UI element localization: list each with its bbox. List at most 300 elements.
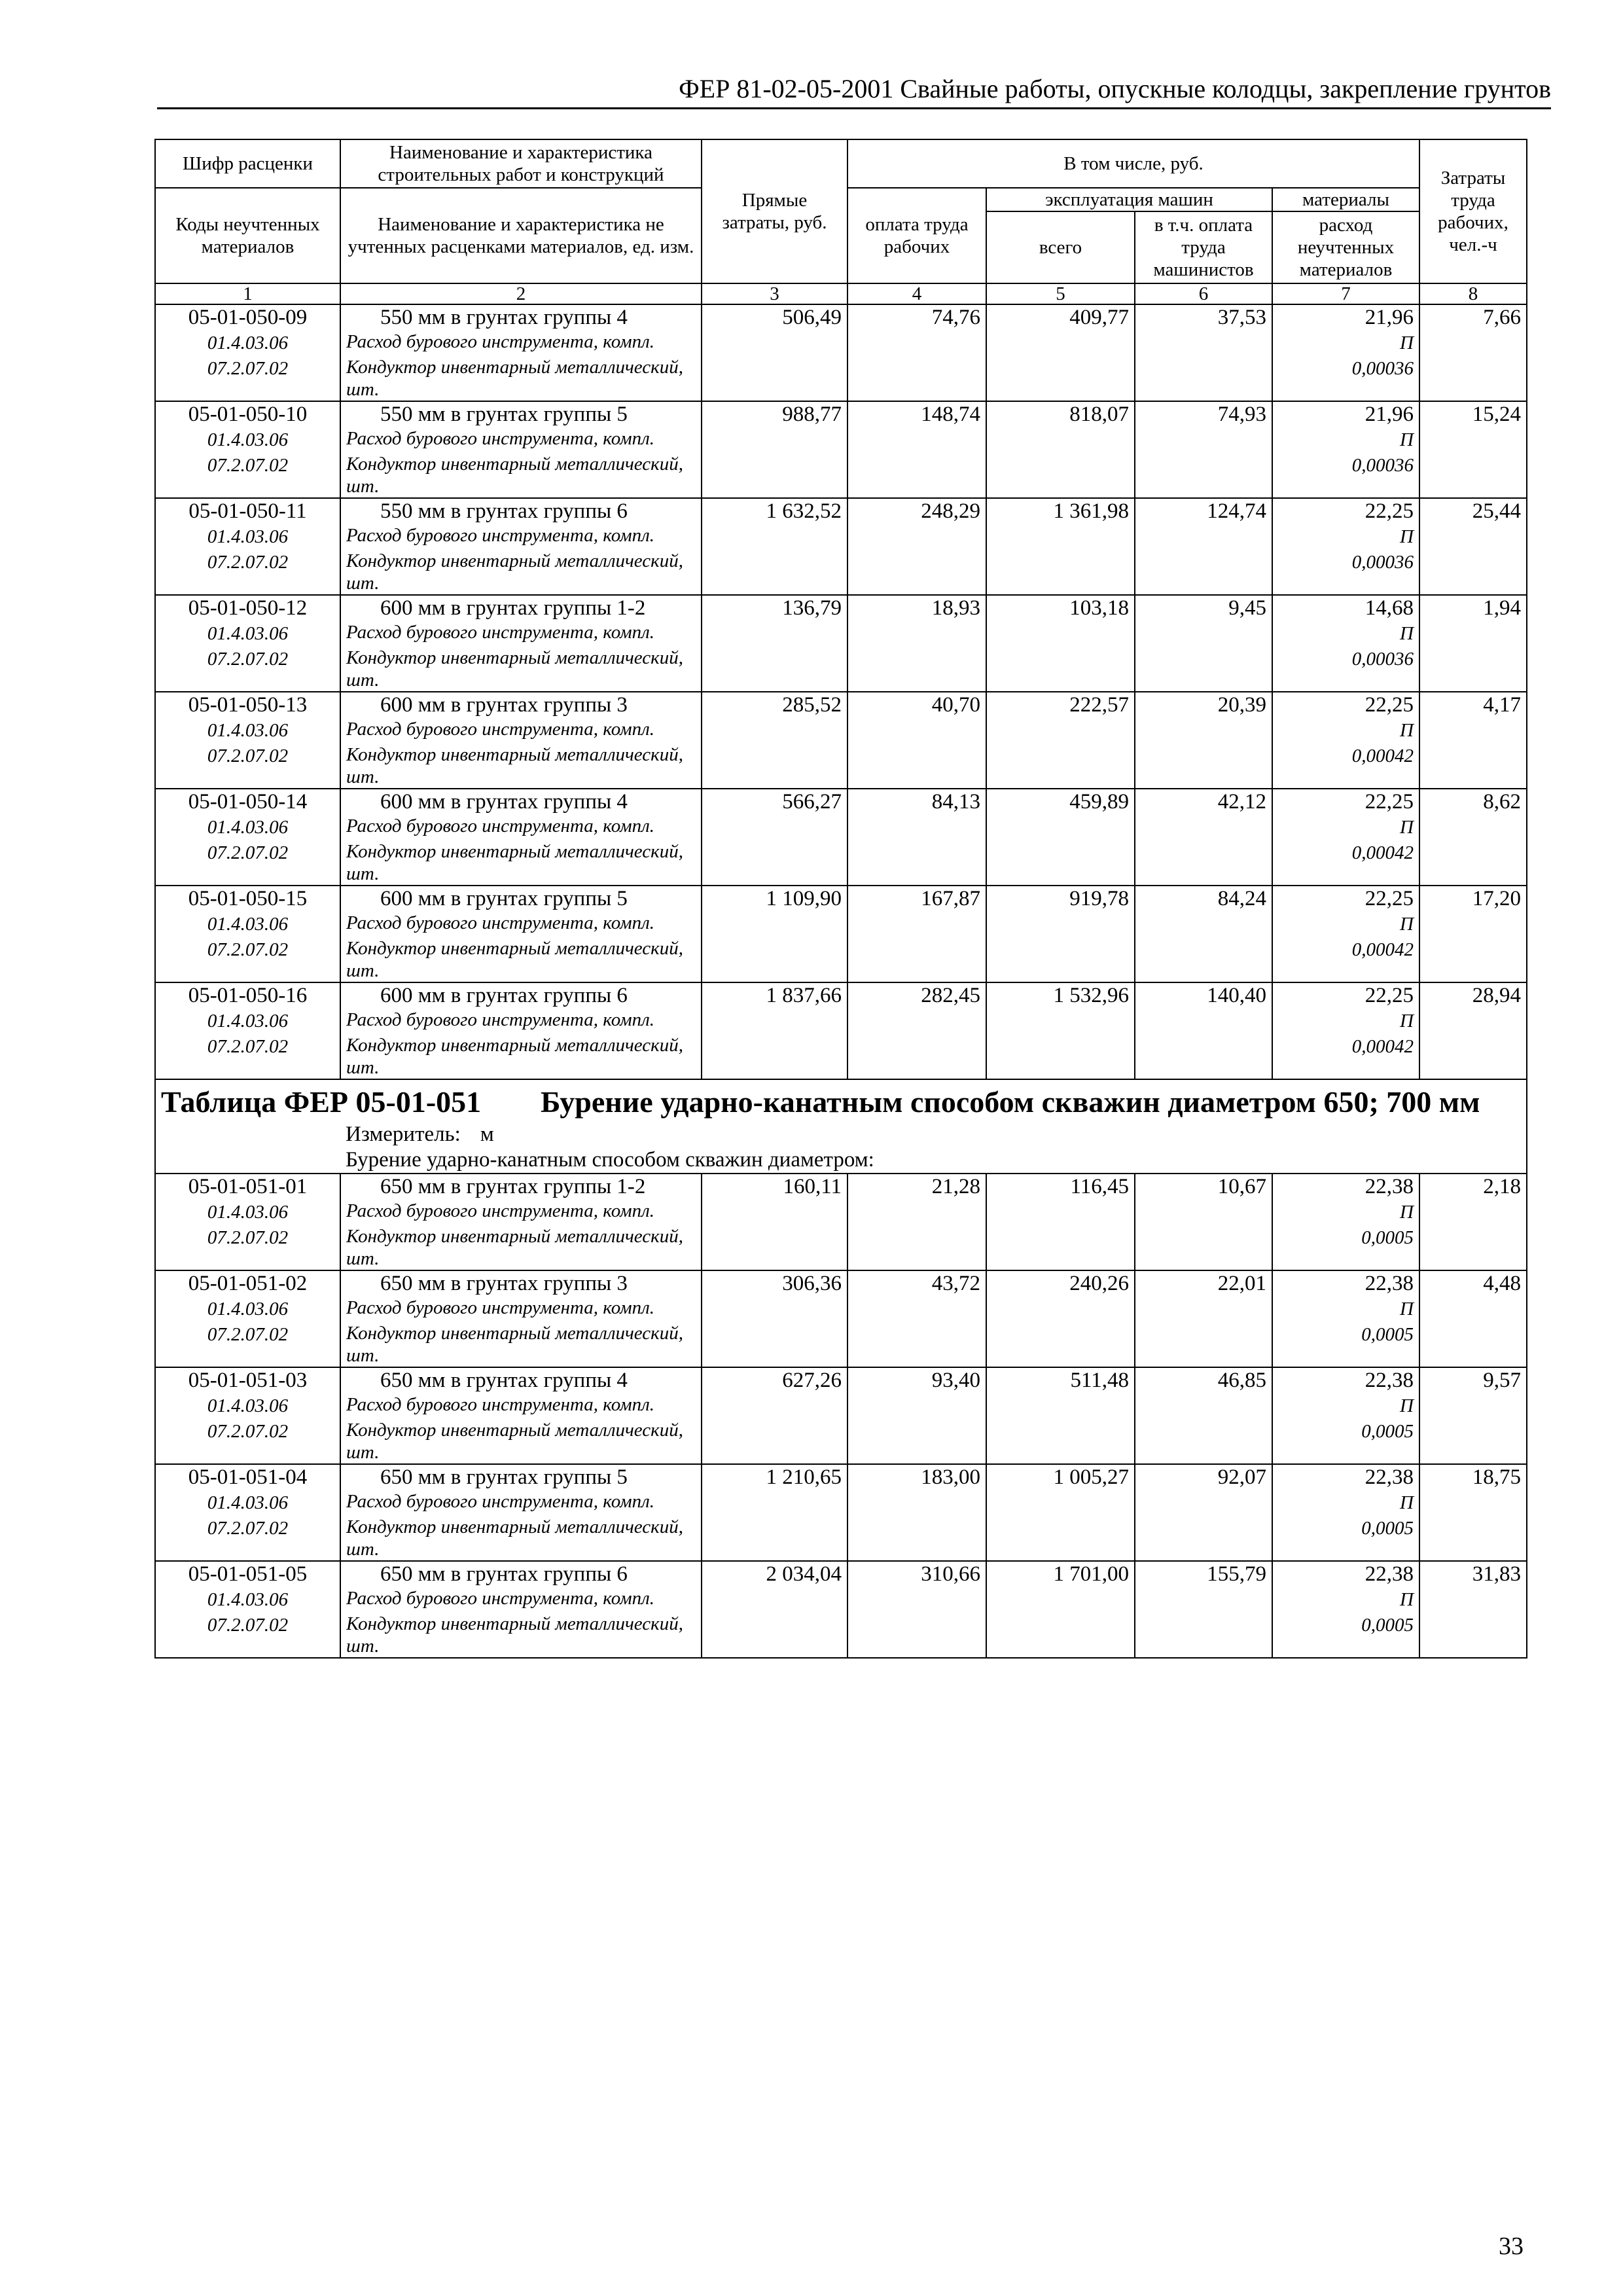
empty-cell bbox=[1419, 937, 1527, 982]
machines-total: 511,48 bbox=[986, 1367, 1135, 1393]
empty-cell bbox=[986, 1393, 1135, 1419]
empty-cell bbox=[702, 744, 847, 789]
empty-cell bbox=[1135, 621, 1272, 647]
empty-cell bbox=[702, 1516, 847, 1561]
material-code: 07.2.07.02 bbox=[155, 744, 340, 789]
material-qty: П bbox=[1272, 718, 1419, 744]
empty-cell bbox=[1135, 1516, 1272, 1561]
labor-hours: 9,57 bbox=[1419, 1367, 1527, 1393]
empty-cell bbox=[986, 744, 1135, 789]
empty-cell bbox=[1135, 1297, 1272, 1322]
material-row bbox=[155, 1200, 1527, 1225]
material-name: Кондуктор инвентарный металлический, шт. bbox=[340, 356, 702, 401]
empty-cell bbox=[1135, 1490, 1272, 1516]
empty-cell bbox=[1135, 912, 1272, 937]
empty-cell bbox=[1419, 524, 1527, 550]
material-code: 01.4.03.06 bbox=[155, 815, 340, 840]
machines-labor: 42,12 bbox=[1135, 789, 1272, 815]
empty-cell bbox=[1419, 1516, 1527, 1561]
col-incl-head: В том числе, руб. bbox=[847, 139, 1419, 188]
material-name: Расход бурового инструмента, компл. bbox=[340, 1200, 702, 1225]
machines-total: 222,57 bbox=[986, 692, 1135, 718]
empty-cell bbox=[702, 1322, 847, 1367]
empty-cell bbox=[1419, 815, 1527, 840]
materials-cost: 22,38 bbox=[1272, 1270, 1419, 1297]
empty-cell bbox=[702, 1297, 847, 1322]
empty-cell bbox=[1135, 815, 1272, 840]
empty-cell bbox=[986, 647, 1135, 692]
rates-table bbox=[154, 139, 1527, 1659]
empty-cell bbox=[847, 1393, 986, 1419]
labor-hours: 18,75 bbox=[1419, 1464, 1527, 1490]
material-name: Расход бурового инструмента, компл. bbox=[340, 815, 702, 840]
empty-cell bbox=[847, 840, 986, 886]
empty-cell bbox=[1419, 718, 1527, 744]
material-row bbox=[155, 621, 1527, 647]
material-name: Кондуктор инвентарный металлический, шт. bbox=[340, 1419, 702, 1464]
material-row bbox=[155, 524, 1527, 550]
rate-code: 05-01-051-02 bbox=[155, 1270, 340, 1297]
empty-cell bbox=[1419, 1613, 1527, 1658]
labor-pay: 43,72 bbox=[847, 1270, 986, 1297]
rate-description: 550 мм в грунтах группы 5 bbox=[340, 401, 702, 427]
index-cell: 5 bbox=[986, 283, 1135, 304]
direct-cost: 160,11 bbox=[702, 1174, 847, 1200]
empty-cell bbox=[1419, 331, 1527, 356]
material-name: Расход бурового инструмента, компл. bbox=[340, 1009, 702, 1034]
empty-cell bbox=[702, 815, 847, 840]
labor-hours: 2,18 bbox=[1419, 1174, 1527, 1200]
material-code: 01.4.03.06 bbox=[155, 1009, 340, 1034]
material-name: Расход бурового инструмента, компл. bbox=[340, 1393, 702, 1419]
material-qty: 0,0005 bbox=[1272, 1613, 1419, 1658]
index-cell: 7 bbox=[1272, 283, 1419, 304]
material-row bbox=[155, 1587, 1527, 1613]
direct-cost: 506,49 bbox=[702, 304, 847, 331]
materials-cost: 22,38 bbox=[1272, 1367, 1419, 1393]
direct-cost: 1 837,66 bbox=[702, 982, 847, 1009]
empty-cell bbox=[986, 1200, 1135, 1225]
materials-cost: 14,68 bbox=[1272, 595, 1419, 621]
material-code: 01.4.03.06 bbox=[155, 621, 340, 647]
direct-cost: 306,36 bbox=[702, 1270, 847, 1297]
empty-cell bbox=[847, 1034, 986, 1079]
page-header: ФЕР 81-02-05-2001 Свайные работы, опускные колодцы, закрепление грунтов bbox=[157, 73, 1551, 109]
labor-hours: 1,94 bbox=[1419, 595, 1527, 621]
empty-cell bbox=[702, 1587, 847, 1613]
material-row bbox=[155, 1393, 1527, 1419]
machines-total: 240,26 bbox=[986, 1270, 1135, 1297]
empty-cell bbox=[986, 1009, 1135, 1034]
labor-pay: 167,87 bbox=[847, 886, 986, 912]
col-materials-head: материалы bbox=[1272, 188, 1419, 211]
machines-total: 1 701,00 bbox=[986, 1561, 1135, 1587]
material-name: Расход бурового инструмента, компл. bbox=[340, 524, 702, 550]
material-name: Расход бурового инструмента, компл. bbox=[340, 1490, 702, 1516]
empty-cell bbox=[1135, 1200, 1272, 1225]
index-cell: 8 bbox=[1419, 283, 1527, 304]
empty-cell bbox=[847, 744, 986, 789]
index-cell: 4 bbox=[847, 283, 986, 304]
rate-row bbox=[155, 498, 1527, 524]
rate-code: 05-01-051-01 bbox=[155, 1174, 340, 1200]
materials-cost: 21,96 bbox=[1272, 401, 1419, 427]
empty-cell bbox=[986, 524, 1135, 550]
labor-pay: 93,40 bbox=[847, 1367, 986, 1393]
materials-cost: 22,25 bbox=[1272, 692, 1419, 718]
direct-cost: 285,52 bbox=[702, 692, 847, 718]
meter-label: Измеритель: bbox=[346, 1122, 461, 1146]
material-name: Расход бурового инструмента, компл. bbox=[340, 912, 702, 937]
machines-labor: 74,93 bbox=[1135, 401, 1272, 427]
empty-cell bbox=[847, 1297, 986, 1322]
material-code: 07.2.07.02 bbox=[155, 356, 340, 401]
material-qty: 0,00036 bbox=[1272, 453, 1419, 498]
labor-hours: 28,94 bbox=[1419, 982, 1527, 1009]
materials-cost: 22,25 bbox=[1272, 886, 1419, 912]
direct-cost: 136,79 bbox=[702, 595, 847, 621]
rate-code: 05-01-051-03 bbox=[155, 1367, 340, 1393]
rate-description: 600 мм в грунтах группы 1-2 bbox=[340, 595, 702, 621]
empty-cell bbox=[986, 1322, 1135, 1367]
materials-cost: 21,96 bbox=[1272, 304, 1419, 331]
material-qty: 0,00036 bbox=[1272, 356, 1419, 401]
empty-cell bbox=[847, 1613, 986, 1658]
rate-description: 550 мм в грунтах группы 4 bbox=[340, 304, 702, 331]
empty-cell bbox=[1419, 1297, 1527, 1322]
empty-cell bbox=[1419, 356, 1527, 401]
material-qty: 0,00042 bbox=[1272, 937, 1419, 982]
material-name: Кондуктор инвентарный металлический, шт. bbox=[340, 1322, 702, 1367]
col-hours-head: Затраты труда рабочих, чел.-ч bbox=[1419, 139, 1527, 283]
labor-hours: 7,66 bbox=[1419, 304, 1527, 331]
empty-cell bbox=[847, 550, 986, 595]
material-qty: 0,0005 bbox=[1272, 1419, 1419, 1464]
empty-cell bbox=[1419, 744, 1527, 789]
rate-description: 650 мм в грунтах группы 5 bbox=[340, 1464, 702, 1490]
empty-cell bbox=[1135, 1587, 1272, 1613]
empty-cell bbox=[1135, 647, 1272, 692]
rate-code: 05-01-051-04 bbox=[155, 1464, 340, 1490]
empty-cell bbox=[986, 1613, 1135, 1658]
empty-cell bbox=[847, 1490, 986, 1516]
empty-cell bbox=[986, 1516, 1135, 1561]
material-qty: П bbox=[1272, 331, 1419, 356]
machines-total: 1 005,27 bbox=[986, 1464, 1135, 1490]
machines-labor: 20,39 bbox=[1135, 692, 1272, 718]
material-code: 07.2.07.02 bbox=[155, 453, 340, 498]
material-qty: П bbox=[1272, 621, 1419, 647]
col-direct-head: Прямые затраты, руб. bbox=[702, 139, 847, 283]
material-row bbox=[155, 840, 1527, 886]
labor-hours: 4,48 bbox=[1419, 1270, 1527, 1297]
empty-cell bbox=[1419, 912, 1527, 937]
material-name: Расход бурового инструмента, компл. bbox=[340, 427, 702, 453]
material-qty: П bbox=[1272, 912, 1419, 937]
empty-cell bbox=[986, 840, 1135, 886]
empty-cell bbox=[1419, 1393, 1527, 1419]
rate-description: 600 мм в грунтах группы 5 bbox=[340, 886, 702, 912]
table-header bbox=[155, 139, 1527, 304]
empty-cell bbox=[1419, 1200, 1527, 1225]
empty-cell bbox=[1419, 647, 1527, 692]
material-qty: 0,0005 bbox=[1272, 1516, 1419, 1561]
empty-cell bbox=[986, 550, 1135, 595]
empty-cell bbox=[1135, 356, 1272, 401]
material-code: 01.4.03.06 bbox=[155, 1200, 340, 1225]
empty-cell bbox=[847, 1419, 986, 1464]
rate-code: 05-01-050-14 bbox=[155, 789, 340, 815]
section-table-label: Таблица ФЕР 05-01-051 bbox=[161, 1085, 482, 1119]
direct-cost: 1 109,90 bbox=[702, 886, 847, 912]
empty-cell bbox=[847, 718, 986, 744]
empty-cell bbox=[702, 1009, 847, 1034]
index-cell: 6 bbox=[1135, 283, 1272, 304]
empty-cell bbox=[847, 427, 986, 453]
labor-hours: 31,83 bbox=[1419, 1561, 1527, 1587]
machines-total: 1 361,98 bbox=[986, 498, 1135, 524]
machines-labor: 92,07 bbox=[1135, 1464, 1272, 1490]
empty-cell bbox=[986, 1490, 1135, 1516]
labor-pay: 282,45 bbox=[847, 982, 986, 1009]
machines-labor: 10,67 bbox=[1135, 1174, 1272, 1200]
empty-cell bbox=[1419, 550, 1527, 595]
empty-cell bbox=[1419, 1322, 1527, 1367]
empty-cell bbox=[702, 453, 847, 498]
empty-cell bbox=[847, 331, 986, 356]
rate-code: 05-01-050-15 bbox=[155, 886, 340, 912]
material-name: Кондуктор инвентарный металлический, шт. bbox=[340, 1034, 702, 1079]
materials-cost: 22,25 bbox=[1272, 982, 1419, 1009]
machines-labor: 37,53 bbox=[1135, 304, 1272, 331]
empty-cell bbox=[702, 1613, 847, 1658]
materials-cost: 22,38 bbox=[1272, 1464, 1419, 1490]
material-row bbox=[155, 1419, 1527, 1464]
labor-pay: 18,93 bbox=[847, 595, 986, 621]
empty-cell bbox=[702, 550, 847, 595]
col-name-mat-head: Наименование и характеристика не учтенных расценками материалов, ед. изм. bbox=[340, 188, 702, 283]
empty-cell bbox=[1135, 427, 1272, 453]
material-row bbox=[155, 1613, 1527, 1658]
material-code: 01.4.03.06 bbox=[155, 427, 340, 453]
material-row bbox=[155, 718, 1527, 744]
material-name: Кондуктор инвентарный металлический, шт. bbox=[340, 937, 702, 982]
material-code: 07.2.07.02 bbox=[155, 1613, 340, 1658]
empty-cell bbox=[986, 331, 1135, 356]
meter-unit: м bbox=[480, 1122, 494, 1146]
labor-hours: 15,24 bbox=[1419, 401, 1527, 427]
rate-code: 05-01-051-05 bbox=[155, 1561, 340, 1587]
material-name: Кондуктор инвентарный металлический, шт. bbox=[340, 550, 702, 595]
material-name: Кондуктор инвентарный металлический, шт. bbox=[340, 840, 702, 886]
labor-pay: 183,00 bbox=[847, 1464, 986, 1490]
rate-row bbox=[155, 982, 1527, 1009]
material-qty: П bbox=[1272, 427, 1419, 453]
labor-pay: 40,70 bbox=[847, 692, 986, 718]
material-name: Кондуктор инвентарный металлический, шт. bbox=[340, 1613, 702, 1658]
col-machines-labor-head: в т.ч. оплата труда машинистов bbox=[1135, 211, 1272, 283]
material-qty: П bbox=[1272, 1393, 1419, 1419]
section-051 bbox=[155, 1079, 1527, 1174]
empty-cell bbox=[702, 1490, 847, 1516]
materials-cost: 22,25 bbox=[1272, 789, 1419, 815]
empty-cell bbox=[702, 840, 847, 886]
rate-row bbox=[155, 789, 1527, 815]
material-row bbox=[155, 912, 1527, 937]
material-code: 01.4.03.06 bbox=[155, 1297, 340, 1322]
labor-hours: 4,17 bbox=[1419, 692, 1527, 718]
material-name: Расход бурового инструмента, компл. bbox=[340, 1587, 702, 1613]
rows-group-050 bbox=[155, 304, 1527, 1079]
empty-cell bbox=[1419, 840, 1527, 886]
rate-code: 05-01-050-12 bbox=[155, 595, 340, 621]
empty-cell bbox=[702, 1419, 847, 1464]
machines-labor: 155,79 bbox=[1135, 1561, 1272, 1587]
material-row bbox=[155, 1225, 1527, 1270]
labor-pay: 310,66 bbox=[847, 1561, 986, 1587]
material-row bbox=[155, 744, 1527, 789]
empty-cell bbox=[1135, 937, 1272, 982]
empty-cell bbox=[1419, 1587, 1527, 1613]
machines-labor: 140,40 bbox=[1135, 982, 1272, 1009]
section-title bbox=[155, 1079, 1527, 1122]
labor-pay: 84,13 bbox=[847, 789, 986, 815]
material-row bbox=[155, 550, 1527, 595]
direct-cost: 627,26 bbox=[702, 1367, 847, 1393]
empty-cell bbox=[1135, 1393, 1272, 1419]
rate-code: 05-01-050-13 bbox=[155, 692, 340, 718]
empty-cell bbox=[702, 621, 847, 647]
rate-description: 650 мм в грунтах группы 4 bbox=[340, 1367, 702, 1393]
material-qty: 0,00042 bbox=[1272, 840, 1419, 886]
section-table-text: Бурение ударно-канатным способом скважин диаметром 650; 700 мм bbox=[541, 1085, 1480, 1119]
material-qty: П bbox=[1272, 524, 1419, 550]
empty-cell bbox=[702, 1393, 847, 1419]
machines-labor: 84,24 bbox=[1135, 886, 1272, 912]
machines-total: 919,78 bbox=[986, 886, 1135, 912]
col-name-head: Наименование и характеристика строительных работ и конструкций bbox=[340, 139, 702, 188]
labor-hours: 25,44 bbox=[1419, 498, 1527, 524]
empty-cell bbox=[1135, 331, 1272, 356]
material-name: Кондуктор инвентарный металлический, шт. bbox=[340, 647, 702, 692]
rate-description: 650 мм в грунтах группы 1-2 bbox=[340, 1174, 702, 1200]
labor-pay: 21,28 bbox=[847, 1174, 986, 1200]
rate-row bbox=[155, 1367, 1527, 1393]
material-code: 01.4.03.06 bbox=[155, 718, 340, 744]
labor-hours: 8,62 bbox=[1419, 789, 1527, 815]
material-name: Кондуктор инвентарный металлический, шт. bbox=[340, 453, 702, 498]
col-materials-sub-head: расход неучтенных материалов bbox=[1272, 211, 1419, 283]
rows-group-051 bbox=[155, 1174, 1527, 1658]
rate-code: 05-01-050-09 bbox=[155, 304, 340, 331]
machines-labor: 46,85 bbox=[1135, 1367, 1272, 1393]
labor-pay: 74,76 bbox=[847, 304, 986, 331]
material-code: 01.4.03.06 bbox=[155, 524, 340, 550]
rate-description: 550 мм в грунтах группы 6 bbox=[340, 498, 702, 524]
empty-cell bbox=[1135, 744, 1272, 789]
empty-cell bbox=[1135, 1225, 1272, 1270]
material-code: 07.2.07.02 bbox=[155, 1034, 340, 1079]
machines-labor: 22,01 bbox=[1135, 1270, 1272, 1297]
material-qty: П bbox=[1272, 1009, 1419, 1034]
empty-cell bbox=[847, 524, 986, 550]
empty-cell bbox=[702, 647, 847, 692]
index-cell: 2 bbox=[340, 283, 702, 304]
machines-total: 818,07 bbox=[986, 401, 1135, 427]
empty-cell bbox=[702, 331, 847, 356]
machines-total: 459,89 bbox=[986, 789, 1135, 815]
empty-cell bbox=[702, 912, 847, 937]
material-name: Расход бурового инструмента, компл. bbox=[340, 718, 702, 744]
material-row bbox=[155, 1034, 1527, 1079]
material-qty: 0,00036 bbox=[1272, 550, 1419, 595]
empty-cell bbox=[702, 718, 847, 744]
empty-cell bbox=[847, 1516, 986, 1561]
material-row bbox=[155, 815, 1527, 840]
machines-total: 1 532,96 bbox=[986, 982, 1135, 1009]
material-code: 07.2.07.02 bbox=[155, 647, 340, 692]
material-row bbox=[155, 1297, 1527, 1322]
material-row bbox=[155, 1516, 1527, 1561]
material-code: 01.4.03.06 bbox=[155, 1490, 340, 1516]
empty-cell bbox=[986, 1034, 1135, 1079]
empty-cell bbox=[1135, 1613, 1272, 1658]
rate-row bbox=[155, 1561, 1527, 1587]
material-row bbox=[155, 453, 1527, 498]
empty-cell bbox=[847, 647, 986, 692]
empty-cell bbox=[702, 1200, 847, 1225]
empty-cell bbox=[1135, 524, 1272, 550]
page-number: 33 bbox=[1499, 2233, 1524, 2260]
materials-cost: 22,38 bbox=[1272, 1174, 1419, 1200]
empty-cell bbox=[702, 937, 847, 982]
section-subtitle: Бурение ударно-канатным способом скважин диаметром: bbox=[155, 1147, 1527, 1174]
index-cell: 1 bbox=[155, 283, 340, 304]
material-qty: 0,0005 bbox=[1272, 1322, 1419, 1367]
material-row bbox=[155, 937, 1527, 982]
rate-row bbox=[155, 304, 1527, 331]
empty-cell bbox=[1419, 1034, 1527, 1079]
material-code: 07.2.07.02 bbox=[155, 1516, 340, 1561]
material-row bbox=[155, 1490, 1527, 1516]
rate-description: 600 мм в грунтах группы 4 bbox=[340, 789, 702, 815]
material-name: Кондуктор инвентарный металлический, шт. bbox=[340, 744, 702, 789]
direct-cost: 566,27 bbox=[702, 789, 847, 815]
index-row bbox=[155, 283, 1527, 304]
machines-labor: 9,45 bbox=[1135, 595, 1272, 621]
col-labor-pay-head: оплата труда рабочих bbox=[847, 188, 986, 283]
empty-cell bbox=[1419, 1490, 1527, 1516]
empty-cell bbox=[986, 718, 1135, 744]
material-row bbox=[155, 1322, 1527, 1367]
material-qty: П bbox=[1272, 1490, 1419, 1516]
direct-cost: 988,77 bbox=[702, 401, 847, 427]
rate-code: 05-01-050-11 bbox=[155, 498, 340, 524]
empty-cell bbox=[847, 1200, 986, 1225]
empty-cell bbox=[702, 356, 847, 401]
labor-hours: 17,20 bbox=[1419, 886, 1527, 912]
material-name: Расход бурового инструмента, компл. bbox=[340, 1297, 702, 1322]
rate-row bbox=[155, 595, 1527, 621]
empty-cell bbox=[986, 621, 1135, 647]
material-code: 01.4.03.06 bbox=[155, 1587, 340, 1613]
material-row bbox=[155, 331, 1527, 356]
section-meter bbox=[155, 1122, 1527, 1147]
labor-pay: 248,29 bbox=[847, 498, 986, 524]
direct-cost: 2 034,04 bbox=[702, 1561, 847, 1587]
material-code: 07.2.07.02 bbox=[155, 1419, 340, 1464]
empty-cell bbox=[1419, 453, 1527, 498]
